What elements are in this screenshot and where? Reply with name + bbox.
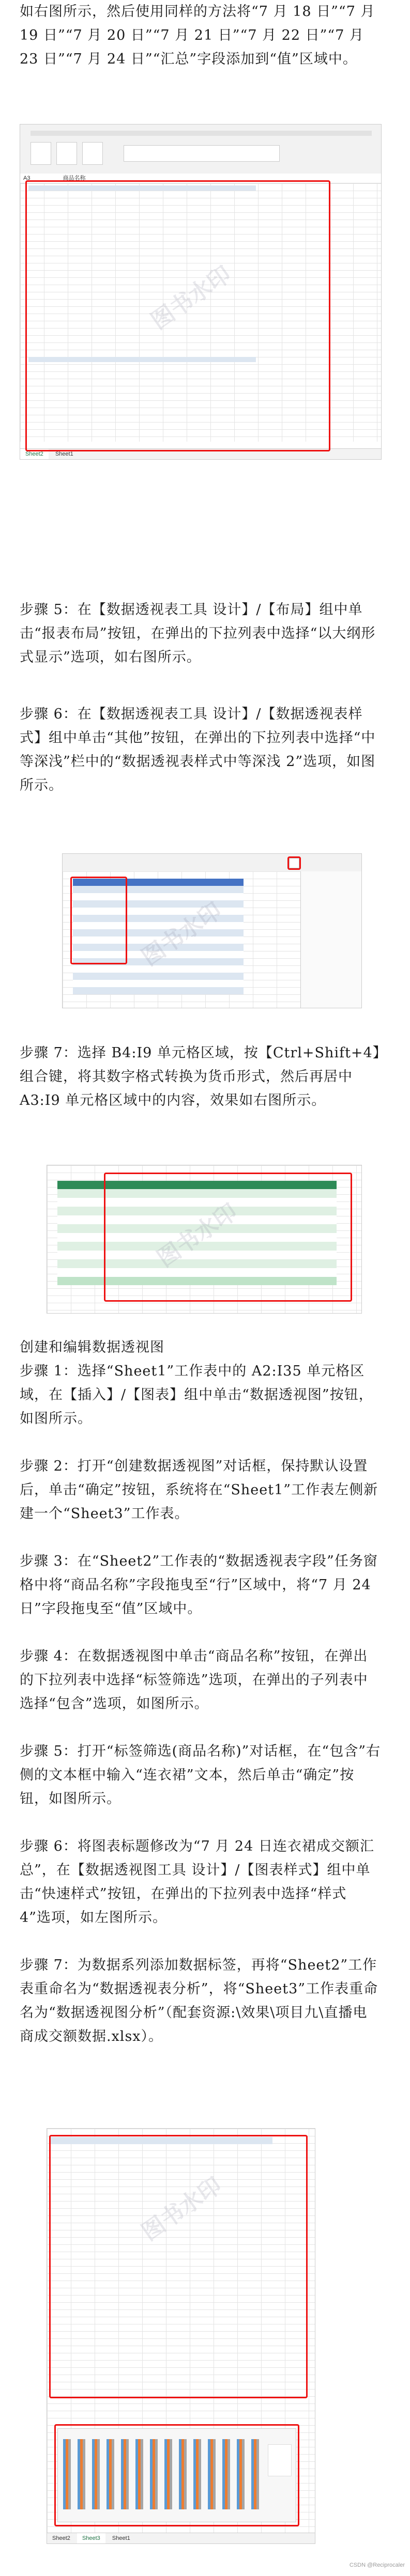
watermark-text: 图书水印: [136, 897, 227, 972]
pivot-fields-pane[interactable]: [300, 871, 362, 1008]
highlight-box: [54, 2424, 299, 2526]
paragraph-chart-step6: 步骤 6：将图表标题修改为“7 月 24 日连衣裙成交额汇总”，在【数据透视图工具 设计】/【图表样式】组中单击“快速样式”按钮，在弹出的下拉列表中选择“样式 4”选项，如左图所示。: [20, 1838, 374, 1926]
paragraph-chart-step4: 步骤 4：在数据透视图中单击“商品名称”按钮，在弹出的下拉列表中选择“标签筛选”选项，在弹出的子列表中选择“包含”选项，如图所示。: [20, 1648, 368, 1712]
tab-sheet3[interactable]: Sheet3: [77, 2533, 105, 2544]
tab-sheet2[interactable]: Sheet2: [52, 2535, 70, 2541]
highlight-box: [70, 877, 127, 964]
tab-sheet1[interactable]: Sheet1: [55, 451, 73, 457]
paragraph-chart-step1: 步骤 1：选择“Sheet1”工作表中的 A2:I35 单元格区域，在【插入】/【图表】组中单击“数据透视图”按钮，如图所示。: [20, 1363, 373, 1427]
paragraph-step7: 步骤 7：选择 B4:I9 单元格区域，按【Ctrl+Shift+4】组合键，将其数字格式转换为货币形式，然后再居中 A3:I9 单元格区域中的内容，效果如右图所示。: [20, 1045, 381, 1109]
excel-screenshot-3: [47, 1165, 362, 1314]
formula-content: 商品名称: [63, 175, 86, 181]
paragraph-chart-step5: 步骤 5：打开“标签筛选(商品名称)”对话框，在“包含”右侧的文本框中输入“连衣裙”文本，然后单击“确定”按钮，如图所示。: [20, 1743, 381, 1807]
credit-text: CSDN @Reciprocaler: [349, 2562, 405, 2568]
excel-screenshot-4: [47, 2128, 315, 2544]
paragraph-chart-step3: 步骤 3：在“Sheet2”工作表的“数据透视表字段”任务窗格中将“商品名称”字段拖曳至“行”区域中，将“7 月 24 日”字段拖曳至“值”区域中。: [20, 1553, 378, 1617]
paragraph-chart-step7: 步骤 7：为数据系列添加数据标签，再将“Sheet2”工作表重命名为“数据透视表分析”，将“Sheet3”工作表重命名为“数据透视图分析”（配套资源:\效果\项目九\直播电商成交额数据.xlsx）。: [20, 1957, 378, 2044]
tab-sheet1[interactable]: Sheet1: [112, 2535, 130, 2541]
cell-reference: A3: [23, 175, 31, 181]
section-heading: 创建和编辑数据透视图: [20, 1339, 164, 1355]
excel-ribbon: [63, 854, 361, 872]
watermark-text: 图书水印: [146, 261, 236, 335]
highlight-box: [104, 1173, 352, 1302]
highlight-box: [49, 2135, 308, 2398]
paragraph-chart-step2: 步骤 2：打开“创建数据透视图”对话框，保持默认设置后，单击“确定”按钮，系统将在“Sheet1”工作表左侧新建一个“Sheet3”工作表。: [20, 1458, 378, 1522]
paragraph-step6: 步骤 6：在【数据透视表工具 设计】/【数据透视表样式】组中单击“其他”按钮，在弹出的下拉列表中选择“中等深浅”栏中的“数据透视表样式中等深浅 2”选项，如图所示。: [20, 706, 376, 793]
tab-sheet2[interactable]: Sheet2: [20, 449, 49, 460]
highlight-box: [25, 180, 330, 451]
watermark-text: 图书水印: [136, 2172, 227, 2246]
excel-screenshot-1: [20, 124, 382, 460]
sheet-tabs: [47, 2533, 315, 2543]
paragraph-intro: 如右图所示，然后使用同样的方法将“7 月 18 日”“7 月 19 日”“7 月 20 日”“7 月 21 日”“7 月 22 日”“7 月 23 日”“7 月 24 日”“汇总”字段添加到“值”区域中。: [20, 4, 375, 67]
excel-ribbon: [20, 124, 381, 174]
highlight-box: [287, 856, 301, 870]
paragraph-step5: 步骤 5：在【数据透视表工具 设计】/【布局】组中单击“报表布局”按钮，在弹出的下拉列表中选择“以大纲形式显示”选项，如右图所示。: [20, 602, 376, 665]
excel-screenshot-2: [62, 853, 362, 1008]
watermark-text: 图书水印: [152, 1198, 242, 1273]
